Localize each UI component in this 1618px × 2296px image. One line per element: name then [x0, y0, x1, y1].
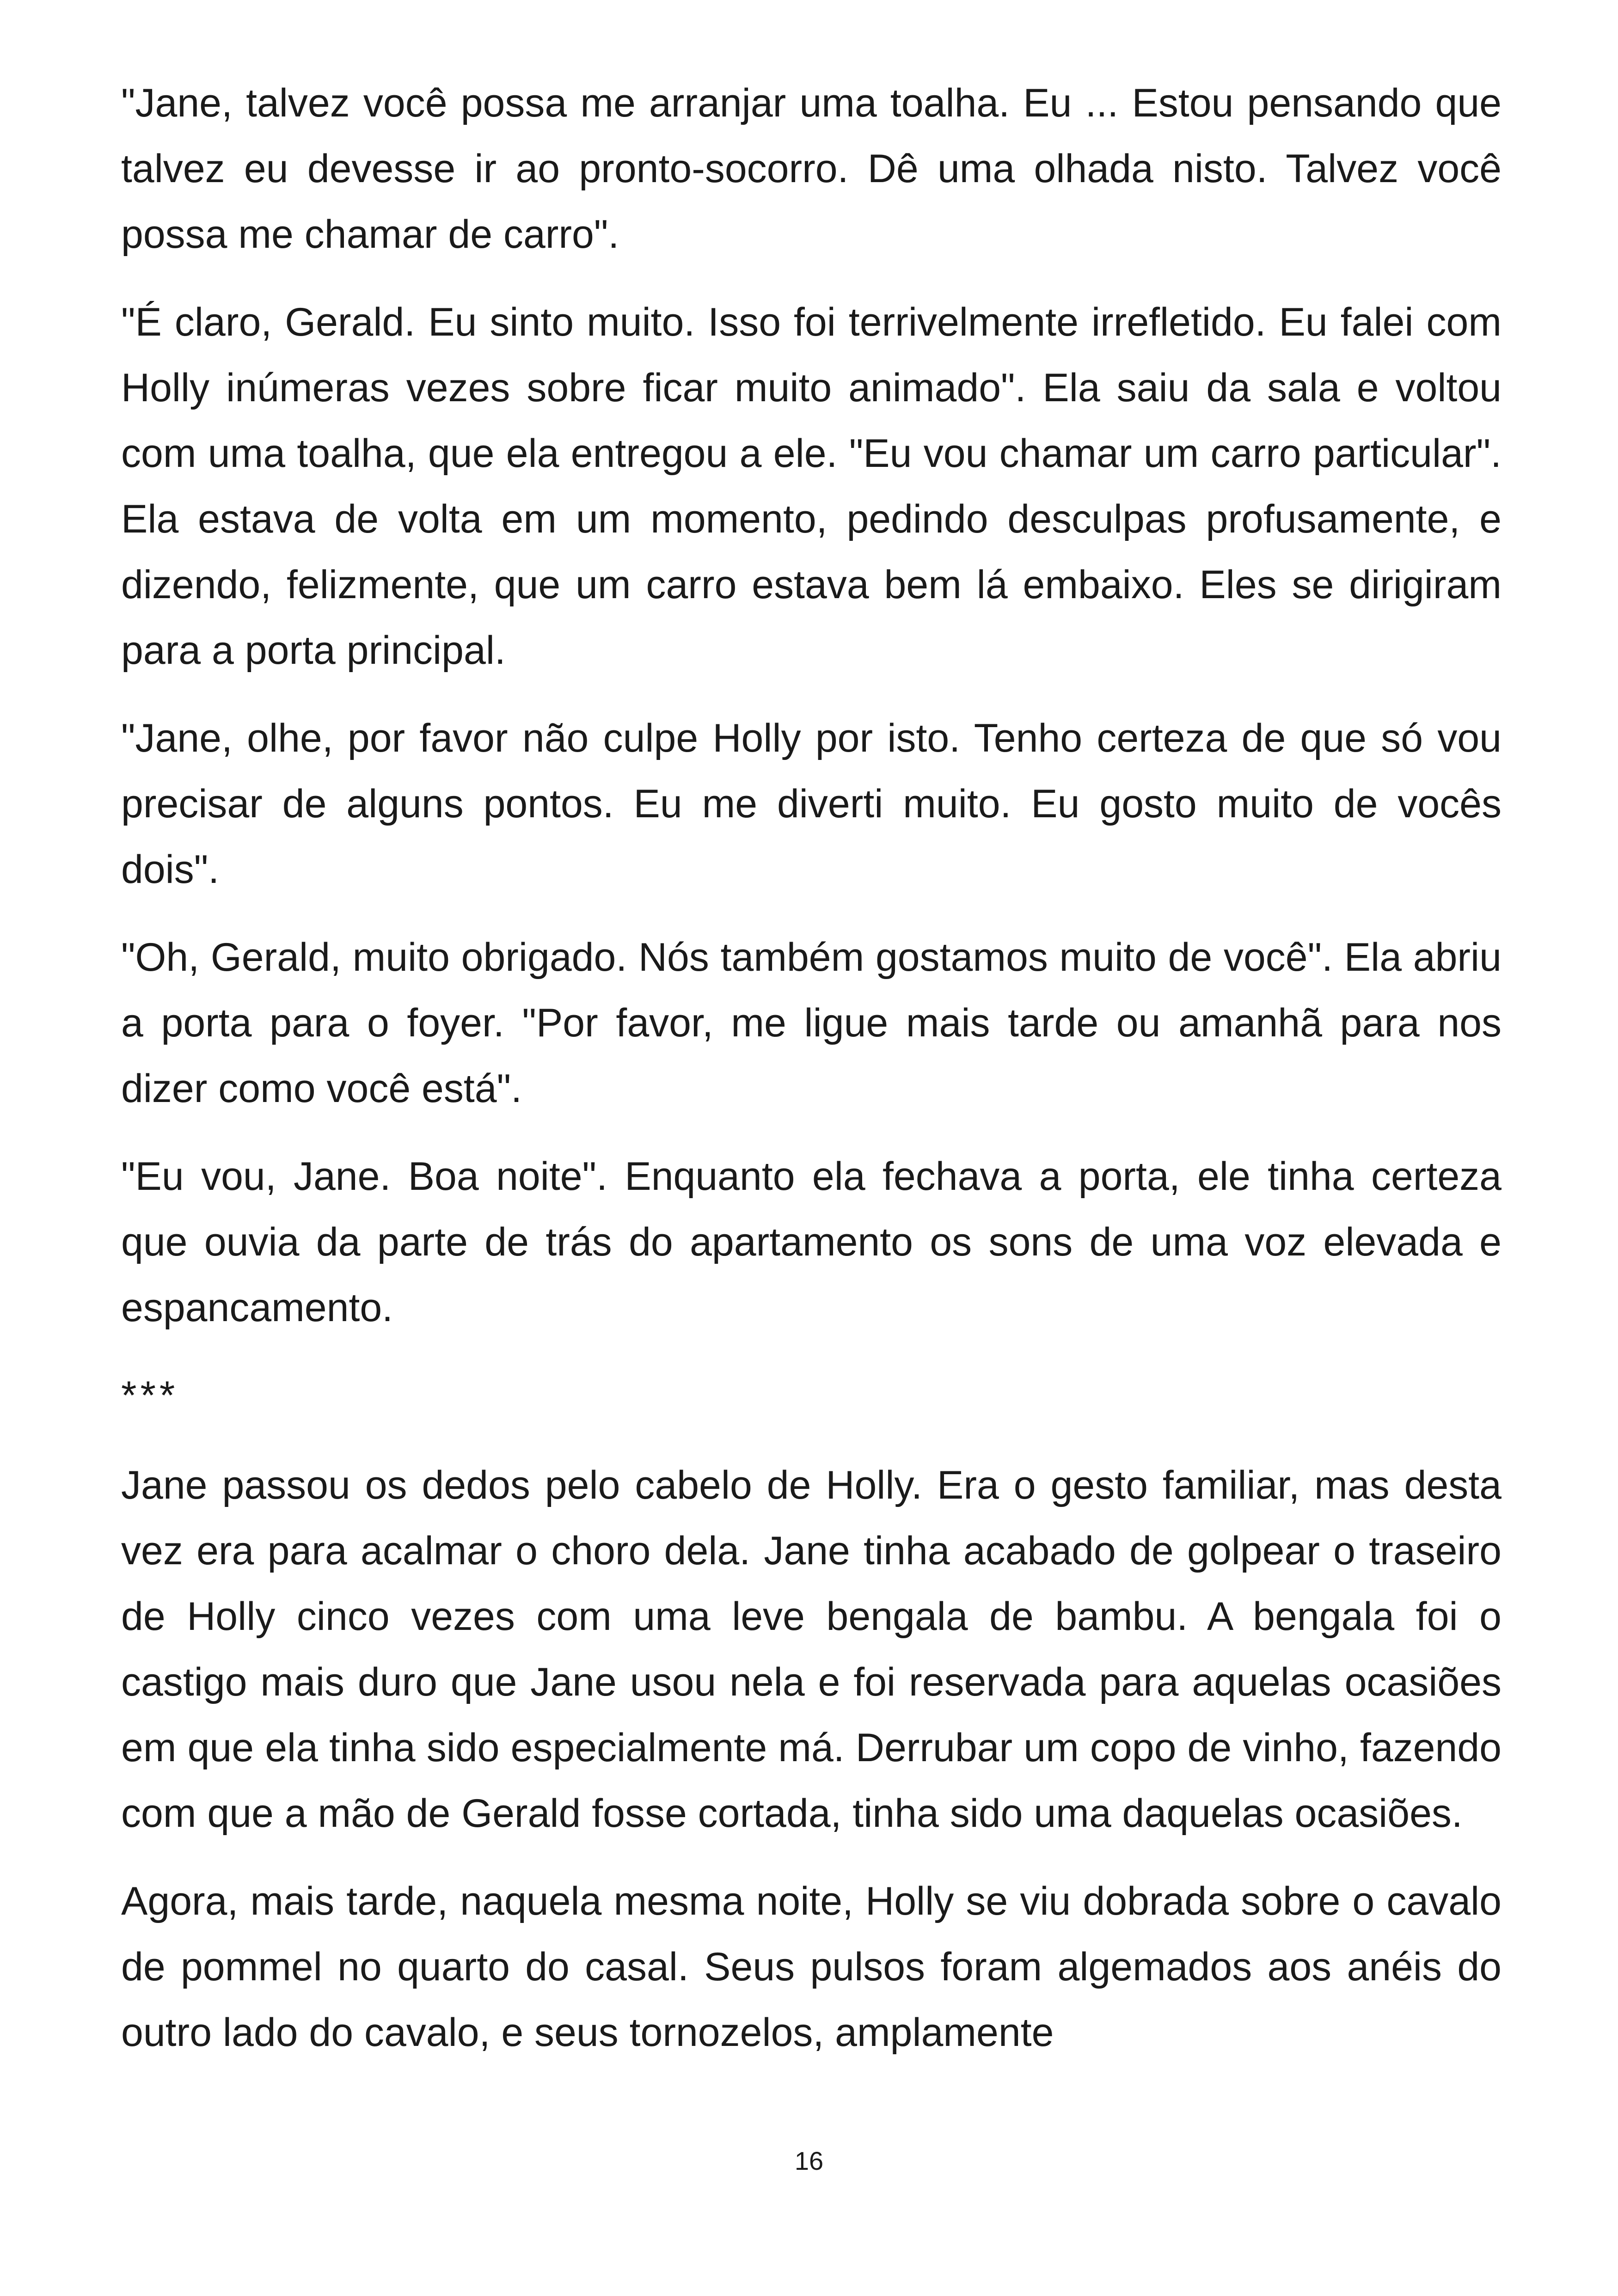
paragraph: "Oh, Gerald, muito obrigado. Nós também gostamos muito de você". Ela abriu a porta para o foyer. "Por favor, me ligue mais tarde ou amanhã para nos dizer como você está". [121, 935, 1502, 1111]
paragraph: "É claro, Gerald. Eu sinto muito. Isso foi terrivelmente irrefletido. Eu falei com Holly inúmeras vezes sobre ficar muito animado". Ela saiu da sala e voltou com uma toalha, que ela entregou a ele. "Eu vou chamar um carro particular". Ela estava de volta em um momento, pedindo desculpas profusamente, e dizendo, felizmente, que um carro estava bem lá embaixo. Eles se dirigiram para a porta principal. [121, 300, 1502, 673]
paragraph: "Jane, talvez você possa me arranjar uma toalha. Eu ... Estou pensando que talvez eu devesse ir ao pronto-socorro. Dê uma olhada nisto. Talvez você possa me chamar de carro". [121, 81, 1502, 257]
page-number: 16 [794, 2146, 824, 2175]
document-body [121, 70, 1502, 2088]
paragraph: "Eu vou, Jane. Boa noite". Enquanto ela fechava a porta, ele tinha certeza que ouvia da parte de trás do apartamento os sons de uma voz elevada e espancamento. [121, 1154, 1502, 1330]
paragraph: Agora, mais tarde, naquela mesma noite, Holly se viu dobrada sobre o cavalo de pommel no quarto do casal. Seus pulsos foram algemados aos anéis do outro lado do cavalo, e seus tornozelos, amplamente [121, 1879, 1502, 2055]
section-separator: *** [121, 1373, 179, 1418]
paragraph: "Jane, olhe, por favor não culpe Holly por isto. Tenho certeza de que só vou precisar de alguns pontos. Eu me diverti muito. Eu gosto muito de vocês dois". [121, 716, 1502, 892]
paragraph: Jane passou os dedos pelo cabelo de Holly. Era o gesto familiar, mas desta vez era para acalmar o choro dela. Jane tinha acabado de golpear o traseiro de Holly cinco vezes com uma leve bengala de bambu. A bengala foi o castigo mais duro que Jane usou nela e foi reservada para aquelas ocasiões em que ela tinha sido especialmente má. Derrubar um copo de vinho, fazendo com que a mão de Gerald fosse cortada, tinha sido uma daquelas ocasiões. [121, 1463, 1502, 1836]
